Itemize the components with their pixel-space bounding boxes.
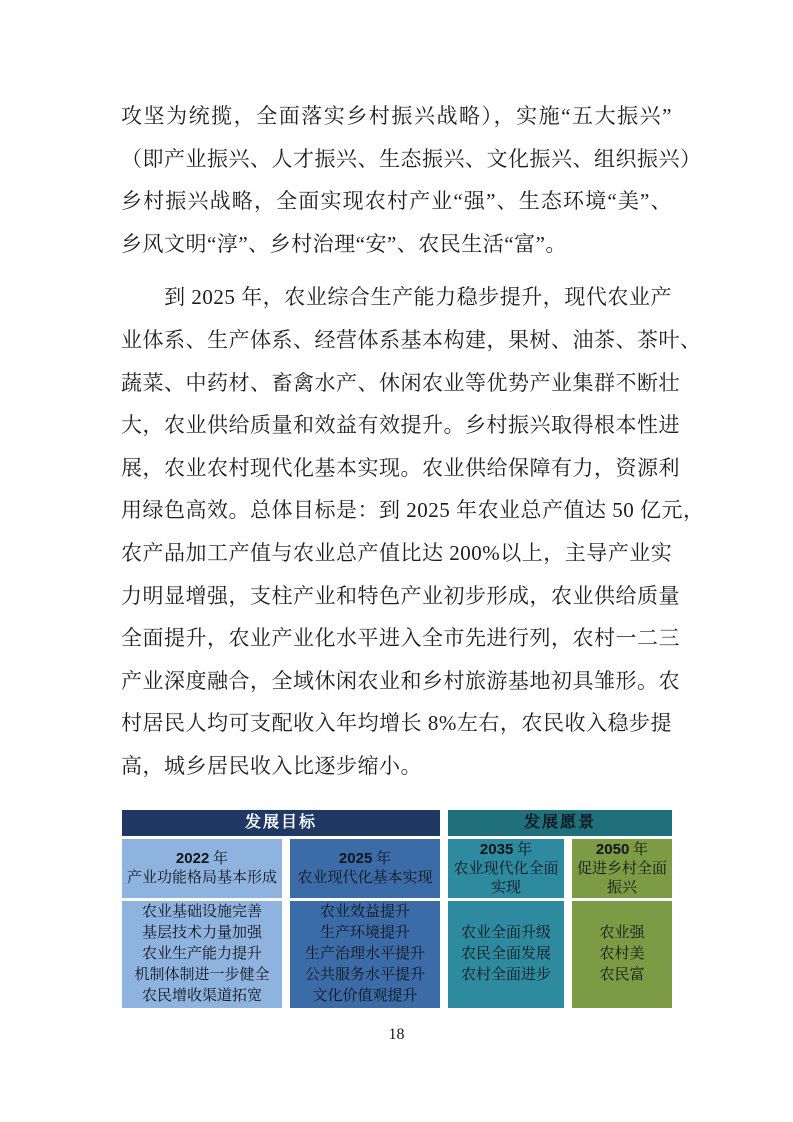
year-number: 2025 <box>338 850 373 867</box>
table-cell-item: 农业基础设施完善 <box>141 904 262 920</box>
table-header-development-goals: 发展目标 <box>122 810 440 836</box>
text-line: 攻坚为统揽，全面落实乡村振兴战略），实施“五大振兴” <box>121 104 672 128</box>
year-suffix: 年 <box>213 851 229 867</box>
year-goal-title: 产业功能格局基本形成 <box>126 870 277 886</box>
table-cell-item: 农民增收渠道拓宽 <box>141 988 262 1004</box>
table-cell-item: 农民全面发展 <box>460 946 551 962</box>
text-line: 蔬菜、中药材、畜禽水产、休闲农业等优势产业集群不断壮 <box>121 370 680 395</box>
table-cell-item: 公共服务水平提升 <box>304 967 425 983</box>
body-text <box>121 95 705 788</box>
year-number: 2022 <box>175 850 210 867</box>
year-goal-title: 农业现代化全面实现 <box>453 860 559 896</box>
detail-cell-2022 <box>122 901 282 1008</box>
detail-cell-2035 <box>448 901 564 1008</box>
year-cell-2050 <box>572 839 672 898</box>
text-line: 村居民人均可支配收入年均增长 8%左右，农民收入稳步提 <box>121 711 672 736</box>
text-line: 大，农业供给质量和效益有效提升。乡村振兴取得根本性进 <box>121 413 680 438</box>
table-cell-item: 生产环境提升 <box>319 925 410 941</box>
page-number: 18 <box>388 1026 405 1043</box>
year-label <box>339 849 391 869</box>
table-cell-item: 农业全面升级 <box>460 925 551 941</box>
table-cell-item: 农民富 <box>599 967 645 983</box>
year-label <box>480 840 532 860</box>
table-header-development-vision: 发展愿景 <box>448 810 672 836</box>
development-goals-table <box>122 810 672 1008</box>
text-line: 业体系、生产体系、经营体系基本构建，果树、油茶、茶叶、 <box>121 327 702 352</box>
table-cell-item: 机制体制进一步健全 <box>134 967 270 983</box>
text-line: 展，农业农村现代化基本实现。农业供给保障有力，资源利 <box>121 455 680 480</box>
table-cell-item: 农业生产能力提升 <box>141 946 262 962</box>
detail-cell-2050 <box>572 901 672 1008</box>
paragraph-2 <box>121 276 705 787</box>
text-line: 产业深度融合，全域休闲农业和乡村旅游基地初具雏形。农 <box>121 668 680 693</box>
year-suffix: 年 <box>633 841 649 858</box>
year-cell-2022 <box>122 839 282 898</box>
year-goal-title: 农业现代化基本实现 <box>297 870 433 886</box>
year-goal-title: 促进乡村全面振兴 <box>576 860 667 896</box>
text-line: 高，城乡居民收入比逐步缩小。 <box>121 753 422 778</box>
text-line: 全面提升，农业产业化水平进入全市先进行列，农村一二三 <box>121 626 680 651</box>
text-line: 乡风文明“淳”、乡村治理“安”、农民生活“富”。 <box>121 231 567 256</box>
text-line: （即产业振兴、人才振兴、生态振兴、文化振兴、组织振兴） <box>121 146 702 171</box>
table-cell-item: 农村美 <box>599 946 645 962</box>
text-line: 到 2025 年，农业综合生产能力稳步提升，现代农业产 <box>121 285 672 310</box>
table-cell-item: 生产治理水平提升 <box>304 946 425 962</box>
year-cell-2035 <box>448 839 564 898</box>
table-cell-item: 农业强 <box>599 925 645 941</box>
text-line: 乡村振兴战略，全面实现农村产业“强”、生态环境“美”、 <box>121 189 672 214</box>
year-label <box>596 840 648 860</box>
table-cell-item: 基层技术力量加强 <box>141 925 262 941</box>
table-cell-item: 农村全面进步 <box>460 967 551 983</box>
detail-cell-2025 <box>290 901 440 1008</box>
year-suffix: 年 <box>517 841 533 858</box>
table-cell-item: 文化价值观提升 <box>312 988 418 1004</box>
text-line: 用绿色高效。总体目标是：到 2025 年农业总产值达 50 亿元， <box>121 498 705 523</box>
table-cell-item: 农业效益提升 <box>319 904 410 920</box>
year-cell-2025 <box>290 839 440 898</box>
year-suffix: 年 <box>376 851 392 867</box>
year-number: 2035 <box>479 840 514 858</box>
text-line: 农产品加工产值与农业总产值比达 200%以上，主导产业实 <box>121 540 673 565</box>
year-number: 2050 <box>595 840 630 858</box>
text-line: 力明显增强，支柱产业和特色产业初步形成，农业供给质量 <box>121 583 680 608</box>
year-label <box>176 849 228 869</box>
paragraph-1 <box>121 95 702 265</box>
